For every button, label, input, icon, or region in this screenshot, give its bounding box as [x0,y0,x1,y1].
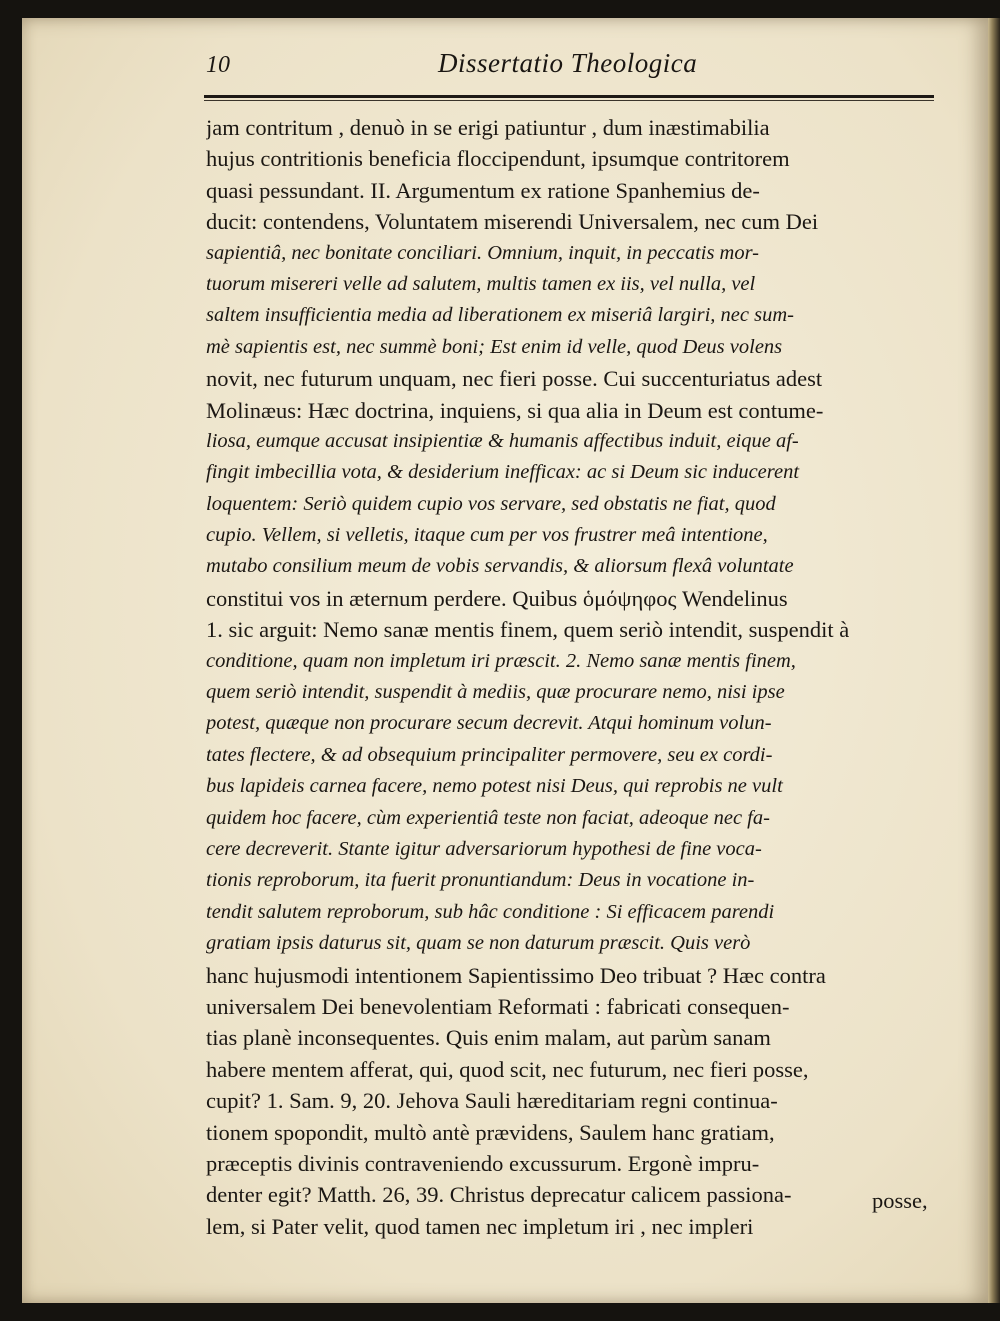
text-line: tuorum misereri velle ad salutem, multis tamen ex iis, vel nulla, vel [206,272,756,295]
text-line: præceptis divinis contraveniendo excussurum. Ergonè impru- [206,1150,760,1176]
text-line: mutabo consilium meum de vobis servandis, & aliorsum flexâ voluntate [206,555,794,578]
body-text [206,112,934,1242]
text-line: novit, nec futurum unquam, nec fieri posse. Cui succenturiatus adest [206,366,823,392]
text-line: constitui vos in æternum perdere. Quibus ὁμόψηφος Wendelinus [206,585,788,611]
catchword: posse, [872,1188,928,1213]
text-line: loquentem: Seriò quidem cupio vos servare, sed obstatis ne fiat, quod [206,492,776,515]
text-line: 1. sic arguit: Nemo sanæ mentis finem, quem seriò intendit, suspendit à [206,617,850,643]
text-line: tendit salutem reproborum, sub hâc conditione : Si efficacem parendi [206,900,775,923]
header-rule-thin [204,100,934,101]
text-line: habere mentem afferat, qui, quod scit, nec futurum, nec fieri posse, [206,1056,809,1082]
text-line: tias planè inconsequentes. Quis enim malam, aut parùm sanam [206,1025,771,1051]
text-line: tates flectere, & ad obsequium principaliter permovere, seu ex cordi- [206,743,773,766]
page-number: 10 [206,52,230,78]
text-line: quem seriò intendit, suspendit à mediis, quæ procurare nemo, nisi ipse [206,681,785,704]
text-line: gratiam ipsis daturus sit, quam se non daturum præscit. Quis verò [206,932,751,955]
running-head: Dissertatio Theologica [438,48,698,78]
text-line: cupit? 1. Sam. 9, 20. Jehova Sauli hæreditariam regni continua- [206,1088,778,1114]
text-line: potest, quæque non procurare secum decrevit. Atqui hominum volun- [206,712,772,735]
text-line: universalem Dei benevolentiam Reformati : fabricati consequen- [206,993,790,1019]
text-line: quidem hoc facere, cùm experientiâ teste non faciat, adeoque nec fa- [206,806,770,829]
text-line: liosa, eumque accusat insipientiæ & humanis affectibus induit, eique af- [206,429,799,452]
text-line: tionem spopondit, multò antè prævidens, Saulem hanc gratiam, [206,1119,775,1145]
text-line: hanc hujusmodi intentionem Sapientissimo Deo tribuat ? Hæc contra [206,962,826,988]
text-line: quasi pessundant. II. Argumentum ex ratione Spanhemius de- [206,177,760,203]
header-rule [204,95,934,98]
text-line: bus lapideis carnea facere, nemo potest nisi Deus, qui reprobis ne vult [206,775,783,798]
text-line: ducit: contendens, Voluntatem miserendi Universalem, nec cum Dei [206,209,819,235]
text-line: mè sapientis est, nec summè boni; Est enim id velle, quod Deus volens [206,335,783,358]
text-line: jam contritum , denuò in se erigi patiuntur , dum inæstimabilia [206,115,770,140]
text-line: hujus contritionis beneficia floccipendunt, ipsumque contritorem [206,146,790,172]
text-line: tionis reproborum, ita fuerit pronuntiandum: Deus in vocatione in- [206,869,755,892]
text-line: lem, si Pater velit, quod tamen nec impletum iri , nec impleri [206,1213,754,1239]
page-edge-shadow [988,18,1000,1303]
text-line: saltem insufficientia media ad liberationem ex miseriâ largiri, nec sum- [206,304,794,327]
text-line: fingit imbecillia vota, & desiderium inefficax: ac si Deum sic inducerent [206,461,800,484]
text-line: denter egit? Matth. 26, 39. Christus deprecatur calicem passiona- [206,1182,792,1208]
text-line: sapientiâ, nec bonitate conciliari. Omnium, inquit, in peccatis mor- [206,241,760,264]
text-line: cere decreverit. Stante igitur adversariorum hypothesi de fine voca- [206,837,762,860]
text-line: Molinæus: Hæc doctrina, inquiens, si qua alia in Deum est contume- [206,397,824,423]
text-line: conditione, quam non impletum iri præscit. 2. Nemo sanæ mentis finem, [206,649,796,672]
text-line: cupio. Vellem, si velletis, itaque cum per vos frustrer meâ intentione, [206,524,768,547]
